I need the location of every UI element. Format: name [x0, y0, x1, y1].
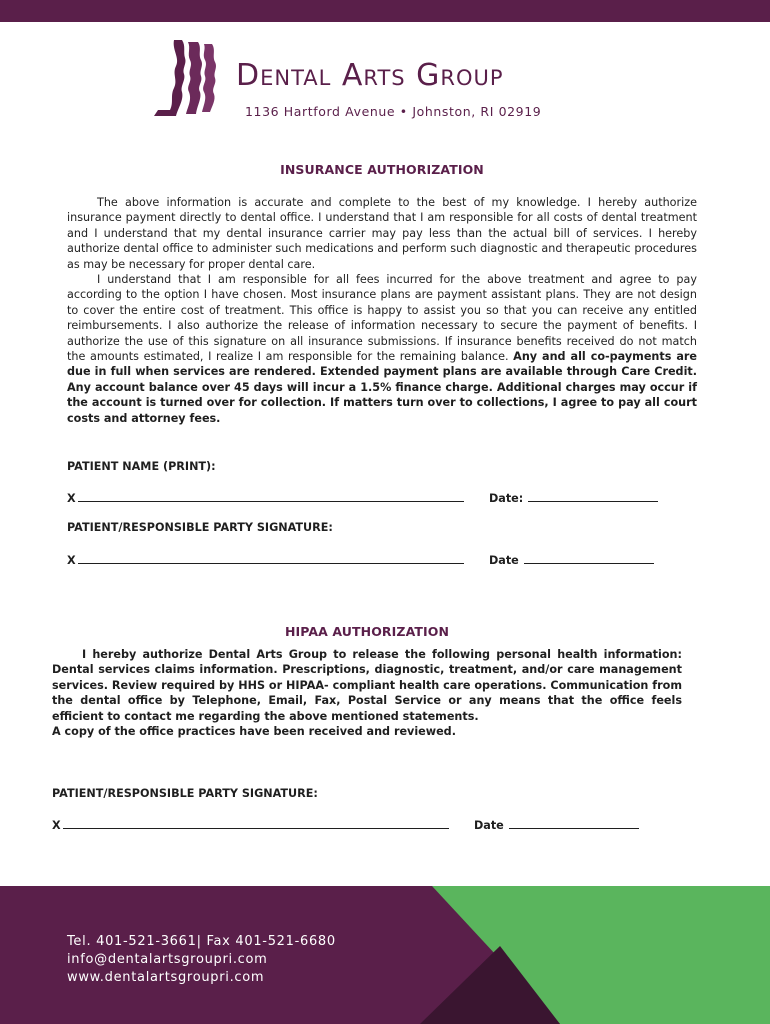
footer [0, 886, 770, 1024]
insurance-payment-terms: Any and all co-payments are due in full when services are rendered. Extended payment plans are available through Care Credit. Any account balance over 45 days will incur a 1.5% finance charge. Additional charges may occur if the account is turned over for collection. If matters turn over to collections, I agree to pay all court costs and attorney fees. [67, 350, 698, 425]
hipaa-date-field[interactable] [474, 818, 639, 832]
faces-profile-logo-icon [152, 38, 228, 118]
patient-name-line[interactable] [78, 491, 464, 502]
hipaa-authorization-title: HIPAA AUTHORIZATION [284, 624, 450, 639]
date-field-1[interactable] [489, 491, 658, 505]
insurance-paragraph-2: I understand that I am responsible for all fees incurred for the above treatment and agree to pay according to the option I have chosen. Most insurance plans are payment assistant plans. They are not design to cover the entire cost of treatment. This office is happy to assist you so that you can receive any entitled reimbursements. I also authorize the release of information necessary to secure the payment of benefits. I authorize the use of this signature on all insurance submissions. If insurance benefits received do not match the amounts estimated, I realize I am responsible for the remaining balance. [67, 273, 697, 364]
x-marker: X [67, 492, 76, 505]
hipaa-authorization-body [52, 647, 682, 739]
insurance-authorization-title: INSURANCE AUTHORIZATION [280, 162, 484, 177]
signature-label: PATIENT/RESPONSIBLE PARTY SIGNATURE: [67, 521, 333, 534]
x-marker: X [67, 554, 76, 567]
hipaa-signature-line[interactable] [63, 818, 449, 829]
date-line[interactable] [528, 491, 658, 502]
hipaa-signature-field[interactable] [52, 818, 449, 832]
hipaa-signature-label: PATIENT/RESPONSIBLE PARTY SIGNATURE: [52, 787, 318, 800]
date-label: Date: [489, 492, 524, 505]
top-color-bar [0, 0, 770, 22]
patient-name-field[interactable] [67, 491, 464, 505]
hipaa-paragraph-1: I hereby authorize Dental Arts Group to release the following personal health information: Dental services claims information. Prescriptions, diagnostic, treatment, and/or care management services. Review required by HHS or HIPAA- compliant health care operations. Communication from the dental office by Telephone, Email, Fax, Postal Service or any means that the office feels efficient to contact me regarding the above mentioned statements. [52, 648, 682, 723]
signature-line[interactable] [78, 553, 464, 564]
date-label: Date [489, 554, 519, 567]
footer-website[interactable]: www.dentalartsgroupri.com [67, 970, 265, 985]
footer-email[interactable]: info@dentalartsgroupri.com [67, 952, 268, 967]
insurance-authorization-body [67, 195, 697, 426]
hipaa-paragraph-2: A copy of the office practices have been received and reviewed. [52, 725, 456, 739]
patient-name-label: PATIENT NAME (PRINT): [67, 460, 216, 473]
x-marker: X [52, 819, 61, 832]
date-line[interactable] [509, 818, 639, 829]
signature-field-1[interactable] [67, 553, 464, 567]
date-field-2[interactable] [489, 553, 654, 567]
footer-phone-fax: Tel. 401-521-3661| Fax 401-521-6680 [67, 934, 336, 949]
brand-name: Dental Arts Group [236, 58, 504, 93]
insurance-paragraph-1: The above information is accurate and complete to the best of my knowledge. I hereby authorize insurance payment directly to dental office. I understand that I am responsible for all costs of dental treatment and I understand that my dental insurance carrier may pay less than the actual bill of services. I hereby authorize dental office to administer such medications and perform such diagnostic and therapeutic procedures as may be necessary for proper dental care. [67, 196, 697, 271]
date-label: Date [474, 819, 504, 832]
date-line[interactable] [524, 553, 654, 564]
brand-address: 1136 Hartford Avenue • Johnston, RI 02919 [245, 104, 542, 119]
